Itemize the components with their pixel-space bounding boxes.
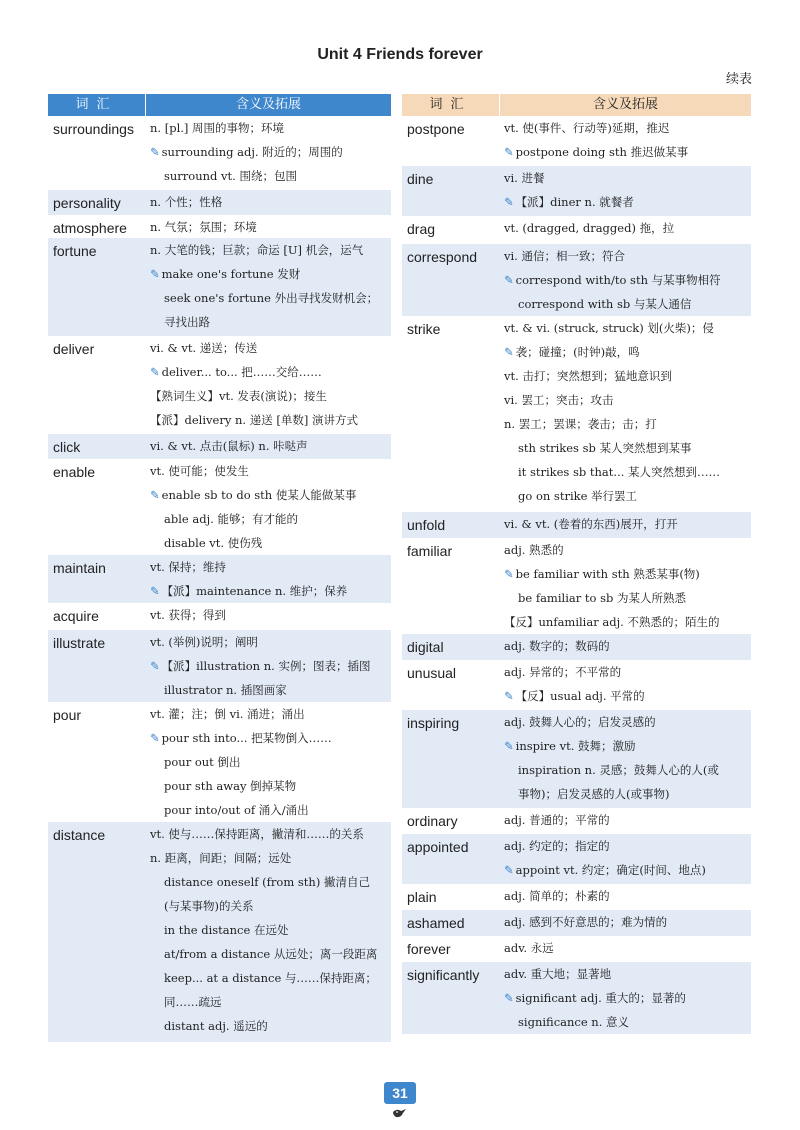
meaning-text: 袭；碰撞；(时钟)敲，鸣 xyxy=(515,345,640,359)
pen-icon: ✎ xyxy=(150,365,160,379)
meaning-text: distant adj. 遥远的 xyxy=(164,1019,268,1033)
meaning-text: vt. 灌；注；倒 vi. 涌进；涌出 xyxy=(150,707,305,721)
vocab-entry xyxy=(48,555,391,603)
vocab-word: plain xyxy=(407,889,437,905)
meaning-line xyxy=(150,678,389,702)
meaning-text: vt. (dragged, dragged) 拖，拉 xyxy=(504,221,675,235)
meaning-text: illustrator n. 插图画家 xyxy=(164,683,287,697)
pen-icon: ✎ xyxy=(504,145,514,159)
meaning-line xyxy=(150,140,389,164)
meaning-line xyxy=(150,1014,389,1038)
meaning-line xyxy=(150,702,389,726)
pen-icon: ✎ xyxy=(150,488,160,502)
vocab-entry xyxy=(402,910,751,936)
vocab-word: atmosphere xyxy=(53,220,127,236)
vocab-meaning xyxy=(500,512,751,538)
vocab-meaning xyxy=(500,710,751,808)
vocab-word: dine xyxy=(407,171,434,187)
vocab-word: correspond xyxy=(407,249,478,265)
meaning-text: pour sth away 倒掉某物 xyxy=(164,779,297,793)
meaning-line xyxy=(150,942,389,966)
meaning-text: n. [pl.] 周围的事物；环境 xyxy=(150,121,285,135)
vocab-word: personality xyxy=(53,195,121,211)
meaning-line xyxy=(150,238,389,262)
bird-icon xyxy=(392,1106,408,1120)
vocab-meaning xyxy=(146,215,391,238)
vocab-entry xyxy=(402,634,751,660)
header-word: 词汇 xyxy=(402,94,500,116)
meaning-text: postpone doing sth 推迟做某事 xyxy=(515,145,689,159)
vocab-meaning xyxy=(146,630,391,702)
meaning-line xyxy=(150,459,389,483)
meaning-line xyxy=(150,555,389,579)
meaning-text: vi. 罢工；突击；攻击 xyxy=(504,393,614,407)
meaning-text: enable sb to do sth 使某人能做某事 xyxy=(161,488,357,502)
meaning-text: adj. 异常的；不平常的 xyxy=(504,665,622,679)
vocab-entry xyxy=(402,660,751,710)
vocab-word: strike xyxy=(407,321,441,337)
meaning-line xyxy=(150,507,389,531)
vocab-entry xyxy=(402,834,751,884)
meaning-line xyxy=(504,586,749,610)
vocab-meaning xyxy=(500,808,751,834)
meaning-line xyxy=(504,412,749,436)
pen-icon: ✎ xyxy=(150,584,160,598)
continued-label: 续表 xyxy=(725,72,752,87)
meaning-text: n. 大笔的钱；巨款；命运 [U] 机会，运气 xyxy=(150,243,364,257)
vocab-word: significantly xyxy=(407,967,480,983)
pen-icon: ✎ xyxy=(504,991,514,1005)
meaning-text: 同……疏远 xyxy=(164,995,222,1009)
table-header xyxy=(48,94,391,116)
vocab-entry xyxy=(402,962,751,1034)
meaning-text: 事物)；启发灵感的人(或事物) xyxy=(518,787,670,801)
meaning-line xyxy=(504,140,749,164)
vocab-meaning xyxy=(146,434,391,459)
meaning-line xyxy=(504,190,749,214)
meaning-text: vt. & vi. (struck, struck) 划(火柴)；侵 xyxy=(504,321,714,335)
vocab-word: enable xyxy=(53,464,96,480)
meaning-text: adj. 简单的；朴素的 xyxy=(504,889,610,903)
meaning-line xyxy=(504,734,749,758)
meaning-line xyxy=(150,894,389,918)
vocab-word: illustrate xyxy=(53,635,106,651)
meaning-text: adj. 感到不好意思的；难为情的 xyxy=(504,915,668,929)
table-header xyxy=(402,94,751,116)
meaning-text: adj. 鼓舞人心的；启发灵感的 xyxy=(504,715,656,729)
meaning-line xyxy=(504,634,749,658)
meaning-line xyxy=(150,408,389,432)
vocab-word: ashamed xyxy=(407,915,465,931)
vocab-entry xyxy=(402,884,751,910)
meaning-text: pour out 倒出 xyxy=(164,755,241,769)
vocab-entry xyxy=(402,316,751,512)
meaning-text: pour into/out of 涌入/涌出 xyxy=(164,803,309,817)
meaning-text: go on strike 举行罢工 xyxy=(518,489,638,503)
left-rows xyxy=(48,116,391,1042)
meaning-line xyxy=(504,936,749,960)
meaning-line xyxy=(504,388,749,412)
meaning-line xyxy=(504,834,749,858)
meaning-text: at/from a distance 从远处；离一段距离 xyxy=(164,947,378,961)
left-vocab-table xyxy=(48,94,391,1058)
meaning-text: able adj. 能够；有才能的 xyxy=(164,512,298,526)
right-rows xyxy=(402,116,751,1034)
header-meaning: 含义及拓展 xyxy=(235,97,301,112)
meaning-text: appoint vt. 约定；确定(时间、地点) xyxy=(515,863,706,877)
meaning-line xyxy=(504,562,749,586)
meaning-text: surround vt. 围绕；包围 xyxy=(164,169,297,183)
meaning-line xyxy=(150,483,389,507)
meaning-line xyxy=(150,966,389,990)
vocab-entry xyxy=(48,336,391,434)
meaning-text: vi. & vt. (卷着的东西)展开，打开 xyxy=(504,517,678,531)
meaning-line xyxy=(150,164,389,188)
meaning-text: vt. 使(事件、行动等)延期，推迟 xyxy=(504,121,670,135)
meaning-text: 【派】illustration n. 实例；图表；插图 xyxy=(161,659,371,673)
vocab-word: deliver xyxy=(53,341,95,357)
vocab-meaning xyxy=(146,238,391,336)
vocab-entry xyxy=(48,434,391,459)
pen-icon: ✎ xyxy=(150,659,160,673)
meaning-line xyxy=(504,484,749,508)
meaning-line xyxy=(150,798,389,822)
meaning-line xyxy=(504,986,749,1010)
vocab-meaning xyxy=(500,910,751,936)
vocab-entry xyxy=(48,702,391,822)
meaning-line xyxy=(504,910,749,934)
meaning-text: (与某事物)的关系 xyxy=(164,899,254,913)
vocab-entry xyxy=(402,216,751,244)
meaning-text: distance oneself (from sth) 撇清自己 xyxy=(164,875,370,889)
meaning-line xyxy=(150,116,389,140)
meaning-line xyxy=(504,610,749,634)
meaning-text: pour sth into... 把某物倒入…… xyxy=(161,731,332,745)
vocab-entry xyxy=(48,822,391,1042)
meaning-text: significance n. 意义 xyxy=(518,1015,630,1029)
vocab-word: maintain xyxy=(53,560,106,576)
meaning-line xyxy=(150,654,389,678)
meaning-line xyxy=(150,774,389,798)
vocab-meaning xyxy=(500,316,751,512)
vocab-entry xyxy=(402,116,751,166)
vocab-word: appointed xyxy=(407,839,469,855)
vocab-word: click xyxy=(53,439,81,455)
meaning-text: 【派】maintenance n. 维护；保养 xyxy=(161,584,348,598)
meaning-line xyxy=(504,216,749,240)
vocab-meaning xyxy=(146,459,391,555)
meaning-text: inspiration n. 灵感；鼓舞人心的人(或 xyxy=(518,763,719,777)
vocab-meaning xyxy=(500,962,751,1034)
meaning-line xyxy=(504,268,749,292)
vocab-entry xyxy=(48,603,391,630)
meaning-text: adv. 重大地；显著地 xyxy=(504,967,612,981)
meaning-text: adj. 普通的；平常的 xyxy=(504,813,610,827)
meaning-text: 【熟词生义】vt. 发表(演说)；接生 xyxy=(150,389,327,403)
vocab-word: inspiring xyxy=(407,715,460,731)
meaning-text: correspond with sb 与某人通信 xyxy=(518,297,692,311)
vocab-word: fortune xyxy=(53,243,97,259)
pen-icon: ✎ xyxy=(150,145,160,159)
meaning-text: 【反】usual adj. 平常的 xyxy=(515,689,645,703)
meaning-line xyxy=(150,384,389,408)
vocab-entry xyxy=(48,215,391,238)
meaning-text: be familiar with sth 熟悉某事(物) xyxy=(515,567,700,581)
vocab-word: forever xyxy=(407,941,451,957)
vocab-meaning xyxy=(500,244,751,316)
meaning-text: vt. (举例)说明；阐明 xyxy=(150,635,258,649)
meaning-line xyxy=(150,190,389,214)
vocab-meaning xyxy=(500,216,751,244)
meaning-line xyxy=(150,630,389,654)
meaning-text: deliver... to... 把……交给…… xyxy=(161,365,322,379)
meaning-line xyxy=(504,884,749,908)
meaning-line xyxy=(504,292,749,316)
vocab-meaning xyxy=(500,936,751,962)
meaning-text: vt. 击打；突然想到；猛地意识到 xyxy=(504,369,672,383)
meaning-line xyxy=(150,434,389,458)
pen-icon: ✎ xyxy=(504,273,514,287)
meaning-text: 寻找出路 xyxy=(164,315,210,329)
meaning-line xyxy=(150,360,389,384)
meaning-text: n. 距离，间距；间隔；远处 xyxy=(150,851,292,865)
vocab-meaning xyxy=(500,166,751,216)
vocab-word: digital xyxy=(407,639,444,655)
vocab-word: distance xyxy=(53,827,106,843)
pen-icon: ✎ xyxy=(504,739,514,753)
vocab-meaning xyxy=(500,634,751,660)
meaning-line xyxy=(504,710,749,734)
meaning-text: adv. 永远 xyxy=(504,941,554,955)
vocab-meaning xyxy=(500,834,751,884)
meaning-text: surrounding adj. 附近的；周围的 xyxy=(161,145,343,159)
vocab-entry xyxy=(48,190,391,215)
meaning-text: vi. 进餐 xyxy=(504,171,545,185)
meaning-text: n. 气氛；氛围；环境 xyxy=(150,220,257,234)
meaning-line xyxy=(150,310,389,334)
page-title: Unit 4 Friends forever xyxy=(317,46,483,63)
meaning-line xyxy=(150,336,389,360)
meaning-text: n. 个性；性格 xyxy=(150,195,223,209)
vocab-meaning xyxy=(500,538,751,634)
vocab-entry xyxy=(402,512,751,538)
vocab-entry xyxy=(402,808,751,834)
meaning-line xyxy=(504,782,749,806)
meaning-line xyxy=(504,660,749,684)
meaning-text: 【反】unfamiliar adj. 不熟悉的；陌生的 xyxy=(504,615,720,629)
page-number: 31 xyxy=(384,1082,416,1104)
meaning-text: in the distance 在远处 xyxy=(164,923,289,937)
meaning-line xyxy=(504,858,749,882)
meaning-line xyxy=(504,244,749,268)
meaning-line xyxy=(150,990,389,1014)
vocab-word: drag xyxy=(407,221,436,237)
meaning-text: make one's fortune 发财 xyxy=(161,267,301,281)
vocab-meaning xyxy=(146,822,391,1042)
vocab-meaning xyxy=(500,660,751,710)
meaning-line xyxy=(504,460,749,484)
vocab-meaning xyxy=(500,884,751,910)
meaning-text: significant adj. 重大的；显著的 xyxy=(515,991,686,1005)
vocab-entry xyxy=(48,116,391,190)
vocab-meaning xyxy=(146,190,391,215)
meaning-text: sth strikes sb 某人突然想到某事 xyxy=(518,441,692,455)
meaning-line xyxy=(504,364,749,388)
vocab-entry xyxy=(402,538,751,634)
vocab-word: pour xyxy=(53,707,82,723)
vocab-word: unfold xyxy=(407,517,446,533)
vocab-meaning xyxy=(146,116,391,190)
meaning-line xyxy=(150,726,389,750)
meaning-line xyxy=(504,436,749,460)
meaning-text: vt. 使与……保持距离，撇清和……的关系 xyxy=(150,827,364,841)
meaning-line xyxy=(504,512,749,536)
vocab-entry xyxy=(402,166,751,216)
meaning-text: vi. 通信；相一致；符合 xyxy=(504,249,625,263)
meaning-line xyxy=(504,538,749,562)
pen-icon: ✎ xyxy=(504,689,514,703)
vocab-meaning xyxy=(146,555,391,603)
vocab-word: acquire xyxy=(53,608,99,624)
meaning-line xyxy=(150,870,389,894)
pen-icon: ✎ xyxy=(150,731,160,745)
meaning-text: keep... at a distance 与……保持距离； xyxy=(164,971,377,985)
meaning-line xyxy=(150,846,389,870)
meaning-line xyxy=(150,215,389,239)
meaning-text: adj. 熟悉的 xyxy=(504,543,564,557)
meaning-text: correspond with/to sth 与某事物相符 xyxy=(515,273,721,287)
pen-icon: ✎ xyxy=(504,567,514,581)
meaning-line xyxy=(504,116,749,140)
meaning-text: 【派】diner n. 就餐者 xyxy=(515,195,634,209)
meaning-line xyxy=(150,918,389,942)
meaning-text: it strikes sb that... 某人突然想到…… xyxy=(518,465,721,479)
pen-icon: ✎ xyxy=(504,863,514,877)
vocab-word: familiar xyxy=(407,543,453,559)
meaning-line xyxy=(504,962,749,986)
meaning-line xyxy=(504,316,749,340)
meaning-line xyxy=(504,808,749,832)
pen-icon: ✎ xyxy=(150,267,160,281)
meaning-text: vt. 保持；维持 xyxy=(150,560,226,574)
header-word: 词汇 xyxy=(48,94,146,116)
vocab-meaning xyxy=(146,603,391,630)
pen-icon: ✎ xyxy=(504,345,514,359)
vocab-word: surroundings xyxy=(53,121,134,137)
meaning-line xyxy=(504,758,749,782)
vocab-word: postpone xyxy=(407,121,465,137)
meaning-text: vi. & vt. 点击(鼠标) n. 咔哒声 xyxy=(150,439,308,453)
vocab-entry xyxy=(402,710,751,808)
meaning-line xyxy=(150,822,389,846)
meaning-text: inspire vt. 鼓舞；激励 xyxy=(515,739,636,753)
vocab-entry xyxy=(48,459,391,555)
meaning-text: adj. 约定的；指定的 xyxy=(504,839,610,853)
vocab-word: ordinary xyxy=(407,813,458,829)
meaning-line xyxy=(150,286,389,310)
meaning-line xyxy=(150,750,389,774)
meaning-line xyxy=(150,579,389,603)
meaning-text: seek one's fortune 外出寻找发财机会； xyxy=(164,291,379,305)
meaning-text: vi. & vt. 递送；传送 xyxy=(150,341,258,355)
vocab-meaning xyxy=(146,336,391,434)
vocab-word: unusual xyxy=(407,665,457,681)
right-vocab-table xyxy=(402,94,751,1058)
vocab-meaning xyxy=(500,116,751,166)
vocab-entry xyxy=(402,244,751,316)
meaning-line xyxy=(504,340,749,364)
meaning-line xyxy=(504,166,749,190)
meaning-text: adj. 数字的；数码的 xyxy=(504,639,610,653)
meaning-text: be familiar to sb 为某人所熟悉 xyxy=(518,591,687,605)
vocab-meaning xyxy=(146,702,391,822)
meaning-text: disable vt. 使伤残 xyxy=(164,536,263,550)
meaning-text: n. 罢工；罢课；袭击；击；打 xyxy=(504,417,657,431)
meaning-text: vt. 使可能；使发生 xyxy=(150,464,249,478)
meaning-line xyxy=(150,531,389,555)
meaning-text: vt. 获得；得到 xyxy=(150,608,226,622)
header-meaning: 含义及拓展 xyxy=(592,97,658,112)
meaning-line xyxy=(504,1010,749,1034)
vocab-entry xyxy=(48,238,391,336)
vocab-entry xyxy=(402,936,751,962)
meaning-line xyxy=(504,684,749,708)
vocab-entry xyxy=(48,630,391,702)
pen-icon: ✎ xyxy=(504,195,514,209)
meaning-line xyxy=(150,603,389,627)
meaning-text: 【派】delivery n. 递送 [单数] 演讲方式 xyxy=(150,413,358,427)
meaning-line xyxy=(150,262,389,286)
